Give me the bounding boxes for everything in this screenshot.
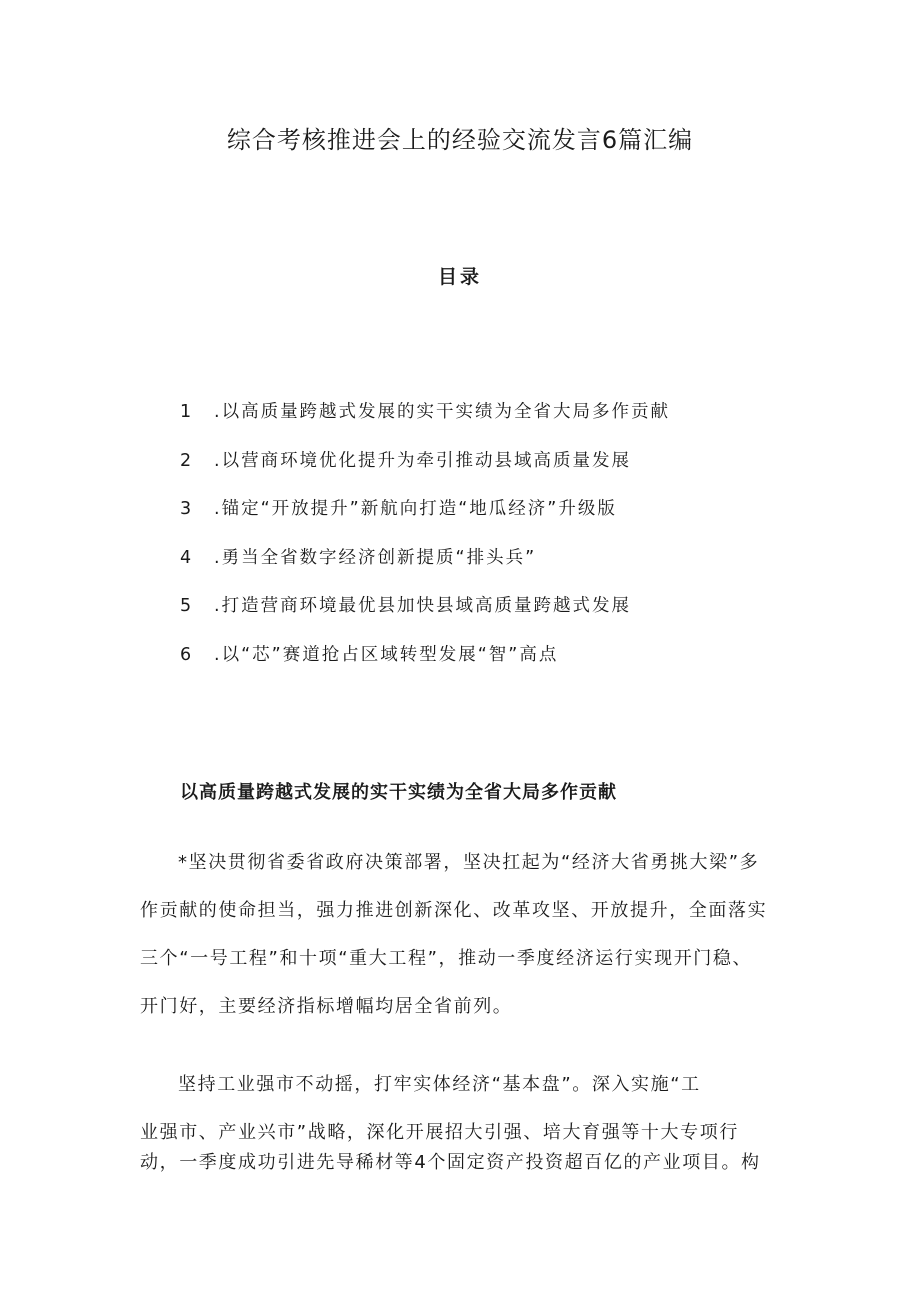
toc-item-text: .以“芯”赛道抢占区域转型发展“智”高点 [214,644,559,665]
paragraph-line: 业强市、产业兴市”战略，深化开展招大引强、培大育强等十大专项行 [140,1122,739,1143]
toc-item [180,544,670,593]
toc-item-number: 4 [180,547,194,568]
toc-item-number: 2 [180,450,194,471]
toc-item [180,447,670,496]
toc-item-number: 3 [180,499,194,519]
paragraph-line: 作贡献的使命担当，强力推进创新深化、改革攻坚、开放提升，全面落实 [140,900,768,921]
toc-item [180,398,670,447]
document-title: 综合考核推进会上的经验交流发言6篇汇编 [226,126,694,154]
toc-item [180,641,670,690]
paragraph-line: 坚持工业强市不动摇，打牢实体经济“基本盘”。深入实施“工 [178,1074,701,1095]
paragraph-line: 开门好，主要经济指标增幅均居全省前列。 [140,996,513,1017]
toc-item-text: .锚定“开放提升”新航向打造“地瓜经济”升级版 [214,499,617,519]
toc-item-text: .打造营商环境最优县加快县域高质量跨越式发展 [214,596,632,616]
toc-item-number: 6 [180,644,194,665]
paragraph-line: 三个“一号工程”和十项“重大工程”，推动一季度经济运行实现开门稳、 [140,948,753,969]
toc-item-number: 1 [180,402,194,422]
toc-item-number: 5 [180,596,194,616]
toc-item-text: .以高质量跨越式发展的实干实绩为全省大局多作贡献 [214,402,671,422]
table-of-contents [180,398,670,689]
toc-item [180,495,670,544]
toc-item-text: .勇当全省数字经济创新提质“排头兵” [214,547,537,568]
toc-item-text: .以营商环境优化提升为牵引推动县域高质量发展 [214,450,632,471]
section-title: 以高质量跨越式发展的实干实绩为全省大局多作贡献 [180,782,617,803]
paragraph-line: 动，一季度成功引进先导稀材等4个固定资产投资超百亿的产业项目。构 [140,1152,761,1173]
toc-item [180,592,670,641]
paragraph-line: *坚决贯彻省委省政府决策部署，坚决扛起为“经济大省勇挑大梁”多 [178,852,760,873]
toc-heading: 目录 [437,266,482,288]
